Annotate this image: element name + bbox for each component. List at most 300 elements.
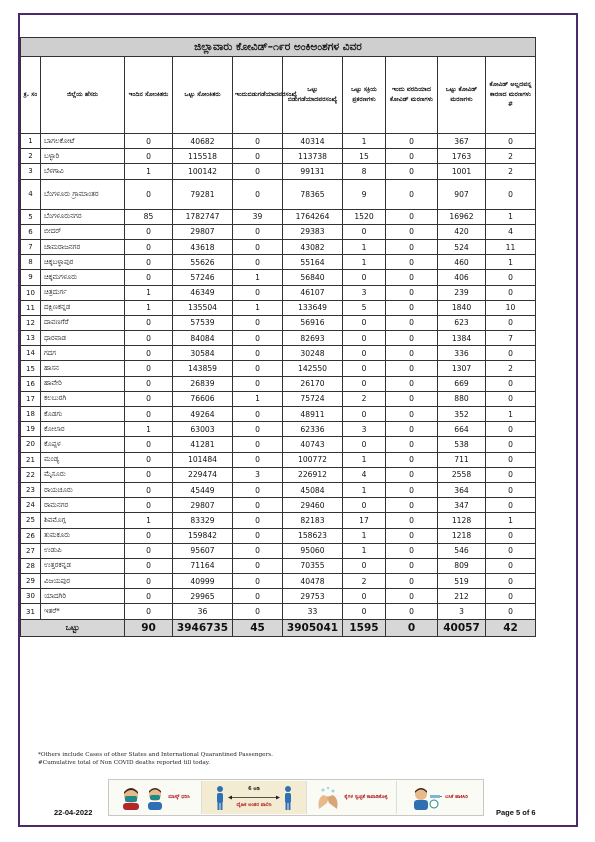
page-number: Page 5 of 6 bbox=[496, 808, 536, 817]
handwash-panel bbox=[307, 781, 397, 814]
row-today-deaths: 0 bbox=[386, 224, 438, 239]
table-row bbox=[21, 346, 536, 361]
district-covid-table bbox=[20, 37, 536, 637]
row-sl: 4 bbox=[21, 179, 41, 209]
row-total-deaths: 1384 bbox=[438, 331, 486, 346]
handwash-icon bbox=[315, 785, 341, 811]
row-total-discharged: 56840 bbox=[283, 270, 343, 285]
row-active: 2 bbox=[343, 574, 386, 589]
row-total-deaths: 538 bbox=[438, 437, 486, 452]
row-active: 8 bbox=[343, 164, 386, 179]
row-non-covid-deaths: 0 bbox=[486, 346, 536, 361]
row-total-positive: 30584 bbox=[173, 346, 233, 361]
row-total-deaths: 406 bbox=[438, 270, 486, 285]
row-today-discharged: 0 bbox=[233, 407, 283, 422]
row-total-deaths: 16962 bbox=[438, 209, 486, 224]
row-district-name: ಇತರೆ* bbox=[41, 604, 125, 619]
row-non-covid-deaths: 1 bbox=[486, 209, 536, 224]
table-row bbox=[21, 407, 536, 422]
row-district-name: ಶಿವಮೊಗ್ಗ bbox=[41, 513, 125, 528]
row-district-name: ಮಂಡ್ಯ bbox=[41, 452, 125, 467]
table-row bbox=[21, 149, 536, 164]
row-non-covid-deaths: 0 bbox=[486, 528, 536, 543]
table-row bbox=[21, 482, 536, 497]
row-today-discharged: 0 bbox=[233, 149, 283, 164]
row-total-discharged: 56916 bbox=[283, 315, 343, 330]
row-total-deaths: 711 bbox=[438, 452, 486, 467]
row-total-discharged: 55164 bbox=[283, 255, 343, 270]
row-district-name: ಚಿಕ್ಕಮಗಳೂರು bbox=[41, 270, 125, 285]
row-district-name: ಬೆಂಗಳೂರುನಗರ bbox=[41, 209, 125, 224]
row-total-discharged: 62336 bbox=[283, 422, 343, 437]
table-row bbox=[21, 422, 536, 437]
row-total-deaths: 1840 bbox=[438, 300, 486, 315]
row-total-discharged: 40314 bbox=[283, 134, 343, 149]
row-today-discharged: 0 bbox=[233, 452, 283, 467]
row-total-positive: 49264 bbox=[173, 407, 233, 422]
row-active: 9 bbox=[343, 179, 386, 209]
table-row bbox=[21, 558, 536, 573]
row-district-name: ಗದಗ bbox=[41, 346, 125, 361]
row-today-positive: 0 bbox=[125, 558, 173, 573]
row-non-covid-deaths: 0 bbox=[486, 376, 536, 391]
row-sl: 11 bbox=[21, 300, 41, 315]
row-total-positive: 143859 bbox=[173, 361, 233, 376]
row-district-name: ಕೊಡಗು bbox=[41, 407, 125, 422]
row-total-discharged: 133649 bbox=[283, 300, 343, 315]
row-today-deaths: 0 bbox=[386, 361, 438, 376]
row-today-positive: 0 bbox=[125, 315, 173, 330]
row-total-positive: 45449 bbox=[173, 482, 233, 497]
distance-panel bbox=[202, 781, 307, 814]
row-total-discharged: 100772 bbox=[283, 452, 343, 467]
row-active: 3 bbox=[343, 285, 386, 300]
row-total-deaths: 1128 bbox=[438, 513, 486, 528]
row-total-positive: 135504 bbox=[173, 300, 233, 315]
row-today-deaths: 0 bbox=[386, 437, 438, 452]
row-non-covid-deaths: 0 bbox=[486, 589, 536, 604]
header-non-covid-deaths: ಕೋವಿಡ್ ಅಲ್ಲದವನ್ನ ಕಾರಣದ ಮರಣಗಳು # bbox=[486, 57, 536, 134]
row-district-name: ದಾವಣಗೆರೆ bbox=[41, 315, 125, 330]
row-today-deaths: 0 bbox=[386, 376, 438, 391]
row-sl: 9 bbox=[21, 270, 41, 285]
row-district-name: ಬೆಳಗಾವಿ bbox=[41, 164, 125, 179]
row-sl: 15 bbox=[21, 361, 41, 376]
table-row bbox=[21, 270, 536, 285]
row-non-covid-deaths: 0 bbox=[486, 285, 536, 300]
row-total-positive: 55626 bbox=[173, 255, 233, 270]
table-row bbox=[21, 224, 536, 239]
row-active: 0 bbox=[343, 361, 386, 376]
total-today-discharged: 45 bbox=[233, 619, 283, 636]
row-total-deaths: 546 bbox=[438, 543, 486, 558]
row-active: 1 bbox=[343, 239, 386, 254]
row-today-positive: 1 bbox=[125, 422, 173, 437]
row-today-discharged: 0 bbox=[233, 589, 283, 604]
row-today-positive: 0 bbox=[125, 224, 173, 239]
row-total-discharged: 78365 bbox=[283, 179, 343, 209]
row-district-name: ರಾಯಚೂರು bbox=[41, 482, 125, 497]
row-active: 1 bbox=[343, 452, 386, 467]
row-today-positive: 0 bbox=[125, 482, 173, 497]
row-total-positive: 100142 bbox=[173, 164, 233, 179]
table-row bbox=[21, 528, 536, 543]
row-total-discharged: 82693 bbox=[283, 331, 343, 346]
row-total-positive: 29965 bbox=[173, 589, 233, 604]
row-today-positive: 0 bbox=[125, 255, 173, 270]
row-non-covid-deaths: 2 bbox=[486, 164, 536, 179]
row-today-discharged: 1 bbox=[233, 300, 283, 315]
row-today-discharged: 0 bbox=[233, 239, 283, 254]
row-today-discharged: 0 bbox=[233, 224, 283, 239]
row-total-deaths: 239 bbox=[438, 285, 486, 300]
row-total-deaths: 623 bbox=[438, 315, 486, 330]
row-active: 0 bbox=[343, 346, 386, 361]
row-non-covid-deaths: 0 bbox=[486, 134, 536, 149]
row-total-discharged: 29753 bbox=[283, 589, 343, 604]
row-district-name: ಬೀದರ್ bbox=[41, 224, 125, 239]
row-sl: 29 bbox=[21, 574, 41, 589]
total-total-positive: 3946735 bbox=[173, 619, 233, 636]
total-label: ಒಟ್ಟು bbox=[21, 619, 125, 636]
row-total-deaths: 1218 bbox=[438, 528, 486, 543]
row-today-deaths: 0 bbox=[386, 482, 438, 497]
row-total-positive: 57246 bbox=[173, 270, 233, 285]
handwash-text: ಕೈಗಳ ಸ್ವಚ್ಛತೆ ಕಾಪಾಡಿಕೊಳ್ಳಿ bbox=[344, 794, 388, 800]
row-non-covid-deaths: 1 bbox=[486, 407, 536, 422]
row-district-name: ಹಾವೇರಿ bbox=[41, 376, 125, 391]
footnote-others: *Others include Cases of other States and International Quarantined Passengers. bbox=[38, 752, 273, 758]
row-non-covid-deaths: 0 bbox=[486, 482, 536, 497]
row-district-name: ಉಡುಪಿ bbox=[41, 543, 125, 558]
row-today-discharged: 0 bbox=[233, 528, 283, 543]
row-today-positive: 0 bbox=[125, 407, 173, 422]
table-row bbox=[21, 255, 536, 270]
row-district-name: ಬಾಗಲಕೋಟೆ bbox=[41, 134, 125, 149]
row-total-discharged: 113738 bbox=[283, 149, 343, 164]
row-total-discharged: 29460 bbox=[283, 498, 343, 513]
row-sl: 19 bbox=[21, 422, 41, 437]
row-today-positive: 0 bbox=[125, 346, 173, 361]
row-total-deaths: 364 bbox=[438, 482, 486, 497]
row-active: 0 bbox=[343, 604, 386, 619]
row-total-deaths: 1763 bbox=[438, 149, 486, 164]
row-total-positive: 83329 bbox=[173, 513, 233, 528]
header-total-positive: ಒಟ್ಟು ಸೋಂಕಿತರು bbox=[173, 57, 233, 134]
row-total-deaths: 1307 bbox=[438, 361, 486, 376]
row-total-positive: 57539 bbox=[173, 315, 233, 330]
row-sl: 17 bbox=[21, 391, 41, 406]
row-total-discharged: 99131 bbox=[283, 164, 343, 179]
row-total-positive: 159842 bbox=[173, 528, 233, 543]
row-district-name: ಕೊಪ್ಪಳ bbox=[41, 437, 125, 452]
row-district-name: ಧಾರವಾಡ bbox=[41, 331, 125, 346]
table-row bbox=[21, 285, 536, 300]
row-today-positive: 0 bbox=[125, 452, 173, 467]
row-total-positive: 41281 bbox=[173, 437, 233, 452]
row-today-positive: 1 bbox=[125, 164, 173, 179]
table-row bbox=[21, 315, 536, 330]
row-total-deaths: 524 bbox=[438, 239, 486, 254]
distance-arrow-icon bbox=[228, 795, 280, 800]
row-total-positive: 43618 bbox=[173, 239, 233, 254]
row-non-covid-deaths: 0 bbox=[486, 437, 536, 452]
header-sl: ಕ್ರ. ಸಂ bbox=[21, 57, 41, 134]
row-today-positive: 0 bbox=[125, 270, 173, 285]
total-active: 1595 bbox=[343, 619, 386, 636]
row-total-positive: 79281 bbox=[173, 179, 233, 209]
row-today-discharged: 0 bbox=[233, 482, 283, 497]
row-active: 0 bbox=[343, 376, 386, 391]
row-today-positive: 1 bbox=[125, 285, 173, 300]
row-today-discharged: 0 bbox=[233, 315, 283, 330]
row-today-deaths: 0 bbox=[386, 528, 438, 543]
column-header-row bbox=[21, 57, 536, 134]
row-sl: 6 bbox=[21, 224, 41, 239]
row-today-discharged: 0 bbox=[233, 437, 283, 452]
row-today-deaths: 0 bbox=[386, 467, 438, 482]
row-total-discharged: 226912 bbox=[283, 467, 343, 482]
row-sl: 25 bbox=[21, 513, 41, 528]
row-total-discharged: 48911 bbox=[283, 407, 343, 422]
row-total-positive: 46349 bbox=[173, 285, 233, 300]
footnotes bbox=[38, 751, 273, 767]
row-today-positive: 0 bbox=[125, 239, 173, 254]
row-today-positive: 0 bbox=[125, 134, 173, 149]
report-date: 22-04-2022 bbox=[54, 808, 93, 817]
row-district-name: ಚಿತ್ರದುರ್ಗ bbox=[41, 285, 125, 300]
row-total-positive: 101484 bbox=[173, 452, 233, 467]
row-total-positive: 36 bbox=[173, 604, 233, 619]
row-today-deaths: 0 bbox=[386, 407, 438, 422]
table-row bbox=[21, 589, 536, 604]
row-district-name: ಹಾಸನ bbox=[41, 361, 125, 376]
row-today-discharged: 3 bbox=[233, 467, 283, 482]
table-row bbox=[21, 467, 536, 482]
row-today-positive: 0 bbox=[125, 361, 173, 376]
row-non-covid-deaths: 7 bbox=[486, 331, 536, 346]
row-active: 0 bbox=[343, 498, 386, 513]
row-sl: 16 bbox=[21, 376, 41, 391]
distance-value: 6 ಅಡಿ bbox=[248, 786, 260, 792]
row-today-deaths: 0 bbox=[386, 346, 438, 361]
row-total-positive: 29807 bbox=[173, 498, 233, 513]
row-active: 0 bbox=[343, 407, 386, 422]
row-district-name: ರಾಮನಗರ bbox=[41, 498, 125, 513]
total-today-deaths: 0 bbox=[386, 619, 438, 636]
row-total-deaths: 352 bbox=[438, 407, 486, 422]
row-active: 4 bbox=[343, 467, 386, 482]
row-sl: 30 bbox=[21, 589, 41, 604]
row-non-covid-deaths: 0 bbox=[486, 543, 536, 558]
row-total-discharged: 40743 bbox=[283, 437, 343, 452]
row-today-deaths: 0 bbox=[386, 604, 438, 619]
row-non-covid-deaths: 1 bbox=[486, 255, 536, 270]
row-sl: 27 bbox=[21, 543, 41, 558]
row-sl: 22 bbox=[21, 467, 41, 482]
row-today-positive: 1 bbox=[125, 300, 173, 315]
row-total-deaths: 367 bbox=[438, 134, 486, 149]
row-total-deaths: 519 bbox=[438, 574, 486, 589]
row-today-positive: 0 bbox=[125, 391, 173, 406]
row-total-discharged: 43082 bbox=[283, 239, 343, 254]
row-non-covid-deaths: 0 bbox=[486, 422, 536, 437]
row-active: 0 bbox=[343, 224, 386, 239]
row-today-positive: 0 bbox=[125, 498, 173, 513]
row-sl: 8 bbox=[21, 255, 41, 270]
row-today-discharged: 0 bbox=[233, 361, 283, 376]
row-non-covid-deaths: 1 bbox=[486, 513, 536, 528]
row-today-positive: 85 bbox=[125, 209, 173, 224]
row-today-deaths: 0 bbox=[386, 270, 438, 285]
row-non-covid-deaths: 2 bbox=[486, 361, 536, 376]
total-today-positive: 90 bbox=[125, 619, 173, 636]
row-non-covid-deaths: 11 bbox=[486, 239, 536, 254]
row-total-discharged: 30248 bbox=[283, 346, 343, 361]
row-sl: 3 bbox=[21, 164, 41, 179]
row-non-covid-deaths: 10 bbox=[486, 300, 536, 315]
row-sl: 26 bbox=[21, 528, 41, 543]
row-total-positive: 71164 bbox=[173, 558, 233, 573]
row-today-deaths: 0 bbox=[386, 513, 438, 528]
distance-text: ದೈಹಿಕ ಅಂತರ ಪಾಲಿಸಿ bbox=[236, 802, 272, 808]
row-total-positive: 29807 bbox=[173, 224, 233, 239]
row-non-covid-deaths: 2 bbox=[486, 149, 536, 164]
row-today-discharged: 0 bbox=[233, 255, 283, 270]
row-total-deaths: 1001 bbox=[438, 164, 486, 179]
table-row bbox=[21, 331, 536, 346]
row-total-deaths: 420 bbox=[438, 224, 486, 239]
row-active: 17 bbox=[343, 513, 386, 528]
mask-text: ಮಾಸ್ಕ್ ಧರಿಸಿ bbox=[168, 794, 190, 800]
table-row bbox=[21, 239, 536, 254]
table-row bbox=[21, 376, 536, 391]
row-today-positive: 0 bbox=[125, 149, 173, 164]
row-today-discharged: 0 bbox=[233, 134, 283, 149]
row-total-deaths: 809 bbox=[438, 558, 486, 573]
row-active: 1 bbox=[343, 255, 386, 270]
row-today-discharged: 0 bbox=[233, 498, 283, 513]
row-total-discharged: 95060 bbox=[283, 543, 343, 558]
table-row bbox=[21, 604, 536, 619]
row-total-deaths: 907 bbox=[438, 179, 486, 209]
row-today-deaths: 0 bbox=[386, 543, 438, 558]
row-total-discharged: 142550 bbox=[283, 361, 343, 376]
row-active: 0 bbox=[343, 270, 386, 285]
row-today-deaths: 0 bbox=[386, 300, 438, 315]
row-total-discharged: 46107 bbox=[283, 285, 343, 300]
table-row bbox=[21, 300, 536, 315]
row-today-deaths: 0 bbox=[386, 574, 438, 589]
row-sl: 12 bbox=[21, 315, 41, 330]
row-district-name: ಚಿಕ್ಕಬಳ್ಳಾಪುರ bbox=[41, 255, 125, 270]
masked-person-icon bbox=[145, 786, 165, 810]
row-today-deaths: 0 bbox=[386, 391, 438, 406]
table-row bbox=[21, 209, 536, 224]
row-today-positive: 1 bbox=[125, 513, 173, 528]
vaccine-panel bbox=[397, 781, 483, 814]
row-total-deaths: 336 bbox=[438, 346, 486, 361]
row-today-positive: 0 bbox=[125, 437, 173, 452]
row-active: 15 bbox=[343, 149, 386, 164]
row-today-deaths: 0 bbox=[386, 331, 438, 346]
row-today-deaths: 0 bbox=[386, 255, 438, 270]
row-today-deaths: 0 bbox=[386, 149, 438, 164]
row-district-name: ತುಮಕೂರು bbox=[41, 528, 125, 543]
row-today-discharged: 0 bbox=[233, 346, 283, 361]
row-sl: 20 bbox=[21, 437, 41, 452]
row-active: 3 bbox=[343, 422, 386, 437]
row-today-discharged: 0 bbox=[233, 331, 283, 346]
row-total-discharged: 33 bbox=[283, 604, 343, 619]
row-today-deaths: 0 bbox=[386, 558, 438, 573]
table-row bbox=[21, 452, 536, 467]
row-total-discharged: 70355 bbox=[283, 558, 343, 573]
table-row bbox=[21, 164, 536, 179]
row-total-deaths: 2558 bbox=[438, 467, 486, 482]
row-today-positive: 0 bbox=[125, 543, 173, 558]
row-total-discharged: 82183 bbox=[283, 513, 343, 528]
row-non-covid-deaths: 0 bbox=[486, 467, 536, 482]
row-active: 0 bbox=[343, 558, 386, 573]
row-today-discharged: 0 bbox=[233, 164, 283, 179]
row-today-deaths: 0 bbox=[386, 422, 438, 437]
person-right-icon bbox=[283, 785, 293, 811]
row-total-positive: 40999 bbox=[173, 574, 233, 589]
row-today-discharged: 0 bbox=[233, 422, 283, 437]
table-row bbox=[21, 179, 536, 209]
row-sl: 23 bbox=[21, 482, 41, 497]
row-non-covid-deaths: 4 bbox=[486, 224, 536, 239]
row-today-positive: 0 bbox=[125, 528, 173, 543]
header-today-deaths: ಇಂದು ವರದಿಯಾದ ಕೋವಿಡ್ ಮರಣಗಳು bbox=[386, 57, 438, 134]
row-total-discharged: 40478 bbox=[283, 574, 343, 589]
row-non-covid-deaths: 0 bbox=[486, 558, 536, 573]
row-non-covid-deaths: 0 bbox=[486, 391, 536, 406]
row-sl: 28 bbox=[21, 558, 41, 573]
row-today-positive: 0 bbox=[125, 574, 173, 589]
row-active: 1 bbox=[343, 134, 386, 149]
row-today-deaths: 0 bbox=[386, 452, 438, 467]
table-title: ಜಿಲ್ಲಾವಾರು ಕೋವಿಡ್–೧೯ರ ಅಂಕಿಅಂಶಗಳ ವಿವರ bbox=[21, 38, 536, 57]
header-total-deaths: ಒಟ್ಟು ಕೋವಿಡ್ ಮರಣಗಳು bbox=[438, 57, 486, 134]
row-active: 0 bbox=[343, 437, 386, 452]
row-today-discharged: 0 bbox=[233, 543, 283, 558]
row-total-deaths: 664 bbox=[438, 422, 486, 437]
row-today-deaths: 0 bbox=[386, 239, 438, 254]
table-row bbox=[21, 574, 536, 589]
row-district-name: ಕಲಬುರಗಿ bbox=[41, 391, 125, 406]
row-today-deaths: 0 bbox=[386, 498, 438, 513]
row-total-discharged: 158623 bbox=[283, 528, 343, 543]
header-today-discharged: ಇಂದುಬಿಡುಗಡೆಯಾದವರಸಂಖ್ಯೆ bbox=[233, 57, 283, 134]
row-sl: 10 bbox=[21, 285, 41, 300]
row-total-discharged: 1764264 bbox=[283, 209, 343, 224]
row-today-positive: 0 bbox=[125, 179, 173, 209]
row-total-positive: 84084 bbox=[173, 331, 233, 346]
row-today-discharged: 0 bbox=[233, 558, 283, 573]
row-total-deaths: 669 bbox=[438, 376, 486, 391]
row-non-covid-deaths: 0 bbox=[486, 315, 536, 330]
header-total-discharged: ಒಟ್ಟು ಬಿಡುಗಡೆಯಾದವರಸಂಖ್ಯೆ bbox=[283, 57, 343, 134]
row-total-positive: 1782747 bbox=[173, 209, 233, 224]
row-total-positive: 76606 bbox=[173, 391, 233, 406]
table-row bbox=[21, 498, 536, 513]
row-sl: 5 bbox=[21, 209, 41, 224]
masked-face-icon bbox=[120, 786, 142, 810]
row-active: 0 bbox=[343, 589, 386, 604]
row-total-positive: 40682 bbox=[173, 134, 233, 149]
